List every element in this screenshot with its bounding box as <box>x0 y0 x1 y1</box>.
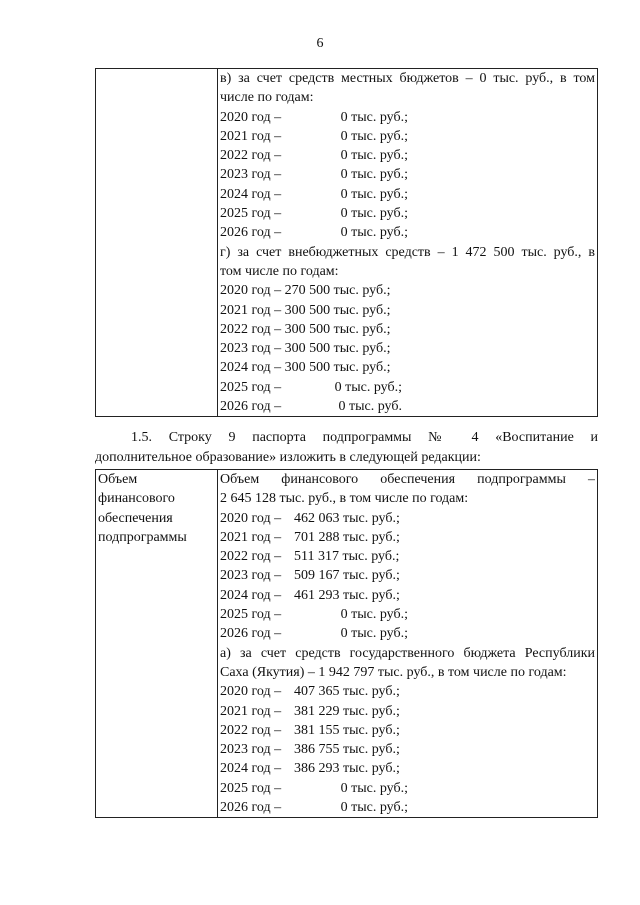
year-label: 2023 год – <box>220 742 282 758</box>
year-line <box>220 702 595 721</box>
year-value: 0 тыс. руб.; <box>340 225 408 241</box>
year-line <box>220 547 595 566</box>
year-line <box>220 682 595 701</box>
year-line <box>220 605 595 624</box>
year-value: 462 063 тыс. руб.; <box>294 510 400 526</box>
year-line <box>220 108 595 127</box>
year-line <box>220 165 595 184</box>
year-line <box>220 566 595 585</box>
table-row <box>96 470 598 818</box>
year-line <box>220 397 595 416</box>
year-line <box>220 509 595 528</box>
year-label: 2026 год – <box>220 225 282 241</box>
year-value: 0 тыс. руб.; <box>340 109 408 125</box>
year-value: 461 293 тыс. руб.; <box>294 587 400 603</box>
year-line <box>220 528 595 547</box>
year-label: 2025 год – <box>220 607 282 623</box>
year-value: 509 167 тыс. руб.; <box>294 568 400 584</box>
year-line: 2024 год – 300 500 тыс. руб.; <box>220 360 391 376</box>
table-row <box>96 69 598 417</box>
year-value: 0 тыс. руб.; <box>340 206 408 222</box>
year-label: 2020 год – <box>220 109 282 125</box>
year-label: 2023 год – <box>220 568 282 584</box>
year-value: 0 тыс. руб.; <box>340 800 408 816</box>
row-label-cell <box>96 69 218 417</box>
year-line <box>220 378 595 397</box>
year-value: 0 тыс. руб.; <box>340 626 408 642</box>
year-line: 2022 год – 300 500 тыс. руб.; <box>220 321 391 337</box>
year-line: 2020 год – 270 500 тыс. руб.; <box>220 283 391 299</box>
year-label: 2025 год – <box>220 206 282 222</box>
year-line <box>220 798 595 817</box>
year-value: 381 229 тыс. руб.; <box>294 703 400 719</box>
year-value: 0 тыс. руб.; <box>340 780 408 796</box>
year-value: 511 317 тыс. руб.; <box>294 549 400 565</box>
text-line: а) за счет средств государственного бюджета Республики <box>220 645 595 661</box>
year-label: 2021 год – <box>220 703 282 719</box>
year-label: 2020 год – <box>220 684 282 700</box>
year-label: 2024 год – <box>220 587 282 603</box>
label-line: обеспечения <box>98 510 173 526</box>
year-value: 386 293 тыс. руб.; <box>294 761 400 777</box>
year-line <box>220 223 595 242</box>
year-label: 2026 год – <box>220 800 282 816</box>
paragraph-line: дополнительное образование» изложить в следующей редакции: <box>95 449 481 465</box>
year-value: 381 155 тыс. руб.; <box>294 722 400 738</box>
label-line: Объем <box>98 472 138 487</box>
text-line: Объем финансового обеспечения подпрограммы – <box>220 472 595 487</box>
row-value-cell <box>218 470 598 818</box>
year-label: 2022 год – <box>220 148 282 164</box>
year-label: 2026 год – <box>220 399 282 415</box>
year-label: 2026 год – <box>220 626 282 642</box>
year-line <box>220 586 595 605</box>
year-label: 2021 год – <box>220 128 282 144</box>
year-label: 2025 год – <box>220 379 282 395</box>
text-line: числе по годам: <box>220 90 314 106</box>
year-label: 2021 год – <box>220 529 282 545</box>
funding-table-continued <box>95 68 598 417</box>
year-value: 0 тыс. руб.; <box>340 148 408 164</box>
year-value: 0 тыс. руб.; <box>340 186 408 202</box>
year-value: 701 288 тыс. руб.; <box>294 529 400 545</box>
text-line: том числе по годам: <box>220 263 339 279</box>
year-line <box>220 204 595 223</box>
year-label: 2024 год – <box>220 761 282 777</box>
year-label: 2024 год – <box>220 186 282 202</box>
year-line <box>220 740 595 759</box>
funding-table <box>95 469 598 818</box>
year-value: 0 тыс. руб.; <box>340 607 408 623</box>
text-line: Саха (Якутия) – 1 942 797 тыс. руб., в том числе по годам: <box>220 664 567 680</box>
page-number: 6 <box>316 36 324 51</box>
text-line: 2 645 128 тыс. руб., в том числе по годам: <box>220 491 469 507</box>
year-label: 2023 год – <box>220 167 282 183</box>
year-line: 2023 год – 300 500 тыс. руб.; <box>220 341 391 357</box>
year-label: 2022 год – <box>220 722 282 738</box>
year-value: 0 тыс. руб.; <box>340 128 408 144</box>
year-value: 0 тыс. руб.; <box>340 167 408 183</box>
amendment-paragraph <box>95 428 598 467</box>
paragraph-line: 1.5. Строку 9 паспорта подпрограммы № 4 «Воспитание и <box>131 430 598 445</box>
year-value: 0 тыс. руб.; <box>334 379 402 395</box>
year-label: 2025 год – <box>220 780 282 796</box>
year-line <box>220 185 595 204</box>
row-value-cell <box>218 69 598 417</box>
year-line: 2021 год – 300 500 тыс. руб.; <box>220 302 391 318</box>
year-line <box>220 721 595 740</box>
year-value: 386 755 тыс. руб.; <box>294 742 400 758</box>
year-line <box>220 624 595 643</box>
year-label: 2020 год – <box>220 510 282 526</box>
row-label-cell <box>96 470 218 818</box>
year-line <box>220 779 595 798</box>
text-line: в) за счет средств местных бюджетов – 0 тыс. руб., в том <box>220 71 595 86</box>
label-line: финансового <box>98 491 175 507</box>
year-value: 407 365 тыс. руб.; <box>294 684 400 700</box>
year-label: 2022 год – <box>220 549 282 565</box>
year-line <box>220 146 595 165</box>
year-line <box>220 127 595 146</box>
year-line <box>220 759 595 778</box>
text-line: г) за счет внебюджетных средств – 1 472 500 тыс. руб., в <box>220 244 595 260</box>
year-value: 0 тыс. руб. <box>338 399 402 415</box>
label-line: подпрограммы <box>98 529 187 545</box>
